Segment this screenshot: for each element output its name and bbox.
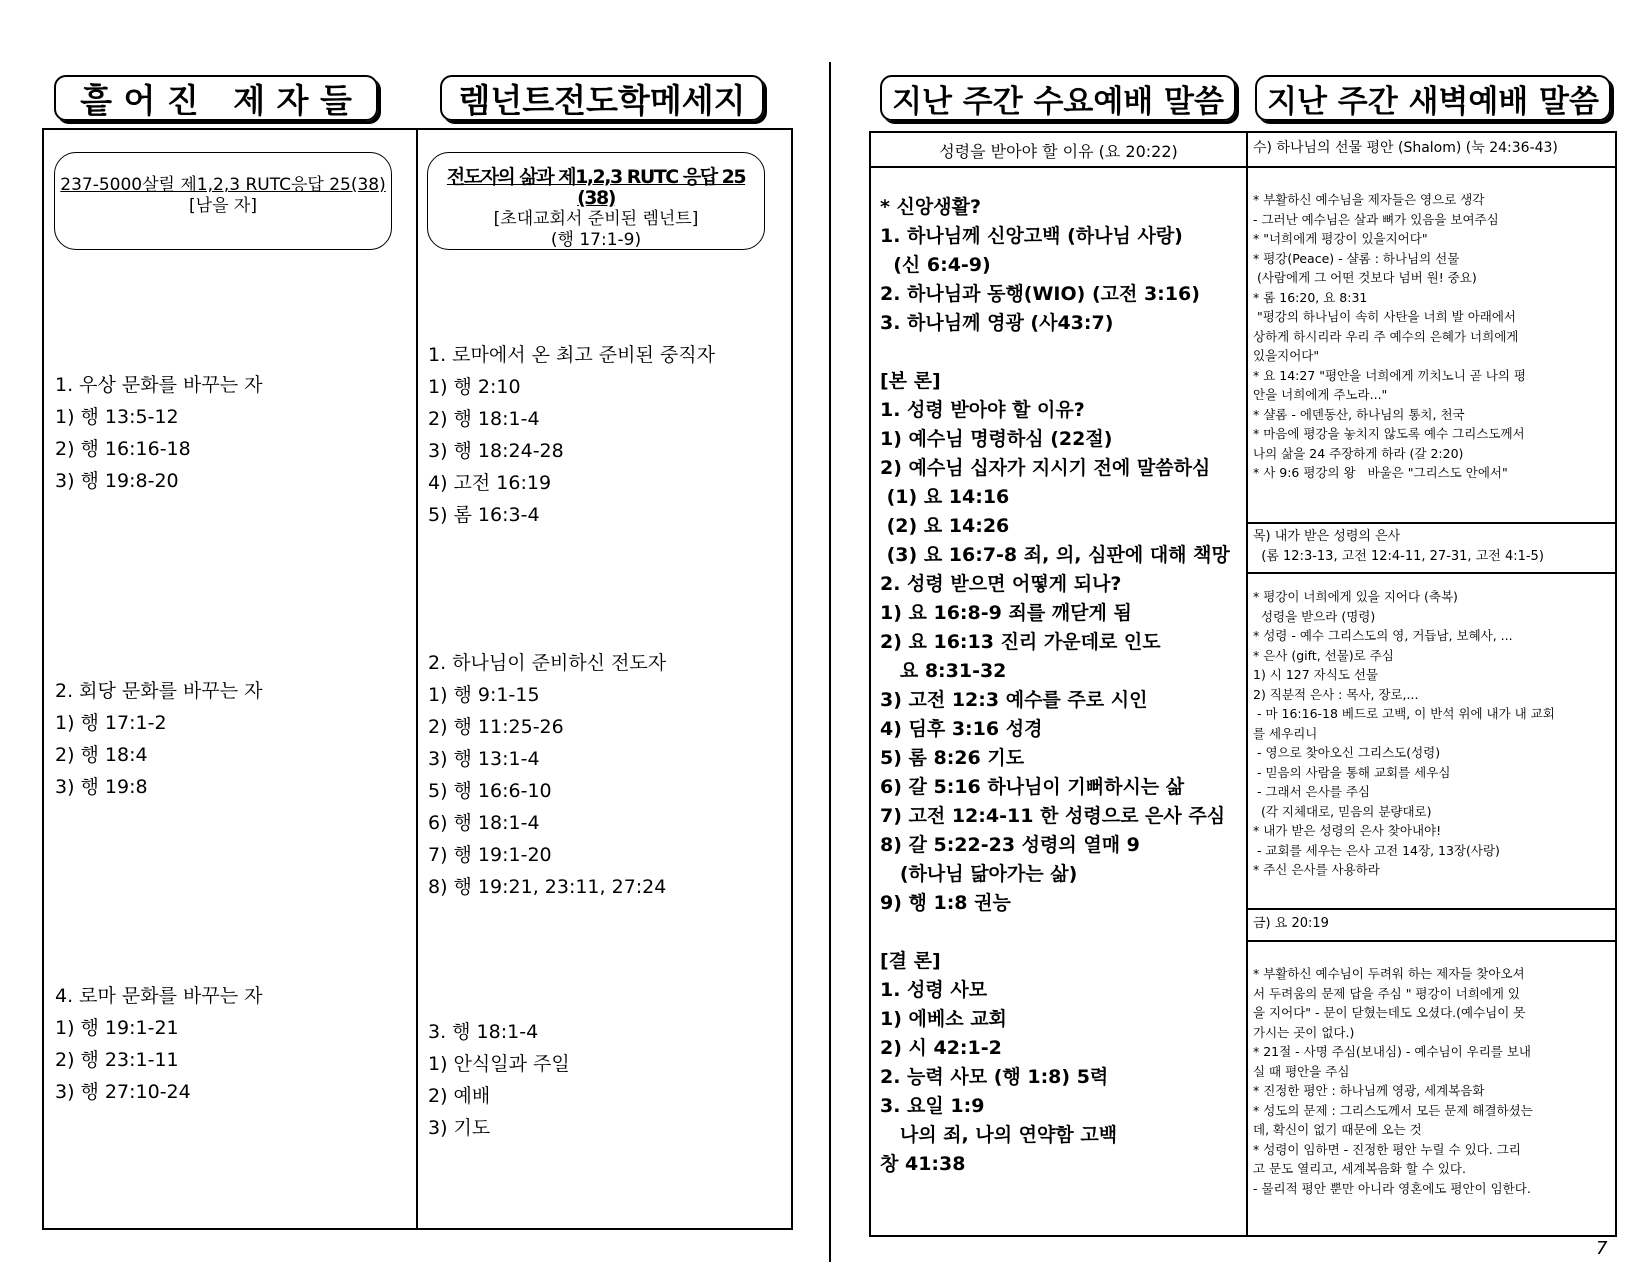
- col4-b2-line: - 영으로 찾아오신 그리스도(성령): [1253, 745, 1441, 760]
- col4-header2-line2: (롬 12:3-13, 고전 12:4-11, 27-31, 고전 4:1-5): [1253, 548, 1544, 564]
- col3-line: 3) 고전 12:3 예수를 주로 시인: [880, 689, 1148, 711]
- col1-g2-line: 1) 행 17:1-2: [55, 712, 167, 734]
- col4-header-line1: [1247, 166, 1615, 168]
- col2-title-line2: [초대교회서 준비된 렘넌트]: [493, 209, 699, 229]
- col4-b3-line: * 21절 - 사명 주심(보내심) - 예수님이 우리를 보내: [1253, 1044, 1531, 1059]
- col4-b3-line: - 물리적 평안 뿐만 아니라 영혼에도 평안이 임한다.: [1253, 1180, 1531, 1196]
- col2-g2-line: 2. 하나님이 준비하신 전도자: [428, 652, 667, 674]
- col3-line: 3. 요일 1:9: [880, 1095, 985, 1117]
- col3-line: 나의 죄, 나의 연약함 고백: [880, 1124, 1118, 1146]
- col3-line: 2. 능력 사모 (행 1:8) 5력: [880, 1066, 1109, 1088]
- col4-b1-line: * 부활하신 예수님을 제자들은 영으로 생각: [1253, 192, 1485, 207]
- col1-title-line1: 237-5000살릴 제1,2,3 RUTC응답 25(38): [60, 175, 386, 195]
- col4-b2-line: * 주신 은사를 사용하라: [1253, 862, 1380, 877]
- col2-g2-line: 7) 행 19:1-20: [428, 844, 552, 866]
- col3-line: [880, 918, 1230, 947]
- col2-title-line1: 전도자의 삶과 제1,2,3 RUTC 응답 25 (38): [446, 166, 746, 209]
- col3-line: (3) 요 16:7-8 죄, 의, 심판에 대해 책망: [880, 544, 1230, 566]
- col4-b1-line: - 그러난 예수님은 살과 뼈가 있음을 보여주심: [1253, 211, 1499, 227]
- col4-b2-line: * 은사 (gift, 선물)로 주심: [1253, 647, 1394, 663]
- col4-b2-line: 를 세우리니: [1253, 725, 1318, 741]
- col4-b2-line: - 그래서 은사를 주심: [1253, 784, 1371, 799]
- col2-g1-line: 5) 롬 16:3-4: [428, 504, 540, 526]
- col4-header2: [1253, 527, 1544, 566]
- col4-b1-line: 있을지어다": [1253, 348, 1320, 363]
- col2-g1-line: 1. 로마에서 온 최고 준비된 중직자: [428, 344, 715, 366]
- col3-line: (1) 요 14:16: [880, 486, 1010, 508]
- left-panel-divider: [416, 130, 418, 1228]
- col3-line: 1. 하나님께 신앙고백 (하나님 사랑): [880, 225, 1183, 247]
- col2-g1-line: 1) 행 2:10: [428, 376, 521, 398]
- col3-line: 창 41:38: [880, 1153, 966, 1175]
- col4-b3-line: 실 때 평안을 주심: [1253, 1063, 1350, 1079]
- col1-g1-line: 3) 행 19:8-20: [55, 470, 179, 492]
- col4-divider-1: [1247, 522, 1615, 524]
- col4-b2-line: 2) 직분적 은사 : 목사, 장로,...: [1253, 686, 1419, 702]
- col3-line: 2) 시 42:1-2: [880, 1037, 1002, 1059]
- col4-b3-line: 데, 확신이 없기 때문에 오는 것: [1253, 1122, 1422, 1137]
- col3-line: [결 론]: [880, 950, 941, 972]
- col4-header-line3: [1247, 940, 1615, 942]
- col4-b3-line: * 진정한 평안 : 하나님께 영광, 세계복음화: [1253, 1083, 1485, 1098]
- col2-g3-line: 3) 기도: [428, 1117, 491, 1139]
- col3-line: 9) 행 1:8 권능: [880, 892, 1011, 914]
- col3-line: [본 론]: [880, 370, 941, 392]
- page-number: 7: [1596, 1238, 1608, 1259]
- col4-block1: [1253, 190, 1526, 483]
- col2-g1-line: 4) 고전 16:19: [428, 472, 552, 494]
- col2-g2-line: 5) 행 16:6-10: [428, 780, 552, 802]
- col4-b2-line: (각 지체대로, 믿음의 분량대로): [1253, 803, 1432, 819]
- col1-g1-line: 1) 행 13:5-12: [55, 406, 179, 428]
- col2-title-line3: (행 17:1-9): [550, 230, 642, 250]
- col3-line: 2. 성령 받으면 어떻게 되나?: [880, 573, 1122, 595]
- col2-g2-line: 8) 행 19:21, 23:11, 27:24: [428, 876, 667, 898]
- title-dawn-sermon: 지난 주간 새벽예배 말씀: [1255, 75, 1611, 121]
- col2-g3-line: 3. 행 18:1-4: [428, 1021, 539, 1043]
- col4-header3: [1253, 914, 1329, 934]
- col4-b2-line: 성령을 받으라 (명령): [1253, 608, 1376, 624]
- col2-group3: [428, 1016, 570, 1144]
- col3-line: 3. 하나님께 영광 (사43:7): [880, 312, 1114, 334]
- col3-line: 2) 요 16:13 진리 가운데로 인도: [880, 631, 1161, 653]
- col4-header1-text: 수) 하나님의 선물 평안 (Shalom) (눅 24:36-43): [1253, 140, 1558, 156]
- col2-g3-line: 2) 예배: [428, 1085, 491, 1107]
- col1-g2-line: 2) 행 18:4: [55, 744, 148, 766]
- title-remnant-message: 렘넌트전도학메세지: [440, 75, 764, 121]
- col2-group2: [428, 647, 666, 903]
- col2-g2-line: 1) 행 9:1-15: [428, 684, 540, 706]
- col1-g3-line: 4. 로마 문화를 바꾸는 자: [55, 985, 263, 1007]
- col3-line: * 신앙생활?: [880, 196, 981, 218]
- col3-line: 7) 고전 12:4-11 한 성령으로 은사 주심: [880, 805, 1226, 827]
- col3-line: 1) 에베소 교회: [880, 1008, 1007, 1030]
- col3-line: 1) 요 16:8-9 죄를 깨닫게 됨: [880, 602, 1132, 624]
- col3-line: (신 6:4-9): [880, 254, 991, 276]
- col4-block3: [1253, 964, 1533, 1198]
- col4-b2-line: * 평강이 너희에게 있을 지어다 (축복): [1253, 589, 1458, 604]
- col4-b3-line: 을 지어다" - 문이 닫혔는데도 오셨다.(예수님이 못: [1253, 1005, 1526, 1020]
- col2-group1: [428, 339, 715, 531]
- col3-line: 6) 갈 5:16 하나님이 기뻐하시는 삶: [880, 776, 1185, 798]
- col2-g3-line: 1) 안식일과 주일: [428, 1053, 570, 1075]
- col3-line: 요 8:31-32: [880, 660, 1007, 682]
- col2-g2-line: 6) 행 18:1-4: [428, 812, 540, 834]
- col4-b2-line: * 성령 - 예수 그리스도의 영, 거듭남, 보혜사, ...: [1253, 628, 1513, 643]
- col3-line: 8) 갈 5:22-23 성령의 열매 9: [880, 834, 1140, 856]
- col4-header3-text: 금) 요 20:19: [1253, 916, 1329, 931]
- col4-block2: [1253, 587, 1555, 880]
- col3-header-line: [871, 166, 1246, 168]
- col3-line: 1. 성령 받아야 할 이유?: [880, 399, 1085, 421]
- col4-b3-line: * 성령이 임하면 - 진정한 평안 누릴 수 있다. 그리: [1253, 1141, 1521, 1157]
- col4-b1-line: 안을 너희에게 주노라...": [1253, 387, 1388, 402]
- col1-group2: [55, 675, 262, 803]
- col3-line: 1. 성령 사모: [880, 979, 988, 1001]
- col4-b3-line: 고 문도 열리고, 세계복음화 할 수 있다.: [1253, 1161, 1466, 1176]
- col4-b2-line: 1) 시 127 자식도 선물: [1253, 667, 1379, 682]
- col3-line: (하나님 닮아가는 삶): [880, 863, 1078, 885]
- right-panel-divider: [1246, 133, 1248, 1235]
- col1-g3-line: 1) 행 19:1-21: [55, 1017, 179, 1039]
- col4-b2-line: - 마 16:16-18 베드로 고백, 이 반석 위에 내가 내 교회: [1253, 706, 1555, 721]
- col3-line: 2) 예수님 십자가 지시기 전에 말씀하심: [880, 457, 1211, 479]
- col1-g1-line: 2) 행 16:16-18: [55, 438, 191, 460]
- col4-divider-2: [1247, 908, 1615, 910]
- col1-g2-line: 2. 회당 문화를 바꾸는 자: [55, 680, 263, 702]
- col1-g3-line: 2) 행 23:1-11: [55, 1049, 179, 1071]
- col1-group1: [55, 369, 262, 497]
- col4-header1: [1253, 139, 1558, 159]
- col3-line: 5) 롬 8:26 기도: [880, 747, 1025, 769]
- col4-b1-line: * 평강(Peace) - 샬롬 : 하나님의 선물: [1253, 250, 1460, 266]
- page-divider: [829, 62, 831, 1262]
- col4-b1-line: * 샬롬 - 에덴동산, 하나님의 통치, 천국: [1253, 406, 1465, 422]
- col4-b1-line: 나의 삶을 24 주장하게 하라 (갈 2:20): [1253, 445, 1464, 461]
- col2-g1-line: 2) 행 18:1-4: [428, 408, 540, 430]
- col4-b3-line: * 성도의 문제 : 그리스도께서 모든 문제 해결하셨는: [1253, 1102, 1533, 1118]
- col4-b1-line: * 요 14:27 "평안을 너희에게 끼치노니 곧 나의 평: [1253, 367, 1527, 383]
- col4-b1-line: * 사 9:6 평강의 왕 바울은 "그리스도 안에서": [1253, 465, 1508, 480]
- col4-b3-line: 서 두려움의 문제 답을 주심 " 평강이 너희에게 있: [1253, 985, 1520, 1001]
- col3-line: (2) 요 14:26: [880, 515, 1010, 537]
- col4-b2-line: - 믿음의 사람을 통해 교회를 세우심: [1253, 764, 1451, 780]
- col4-b1-line: * "너희에게 평강이 있을지어다": [1253, 231, 1428, 246]
- col4-b3-line: 가시는 곳이 없다.): [1253, 1024, 1355, 1040]
- col4-b2-line: - 교회를 세우는 은사 고전 14장, 13장(사랑): [1253, 842, 1500, 858]
- col4-b1-line: "평강의 하나님이 속히 사탄을 너희 발 아래에서: [1253, 309, 1516, 324]
- col3-line: 4) 딤후 3:16 성경: [880, 718, 1043, 740]
- col4-b1-line: (사람에게 그 어떤 것보다 넘버 원! 중요): [1253, 270, 1477, 285]
- col3-header: 성령을 받아야 할 이유 (요 20:22): [939, 142, 1178, 161]
- col4-b1-line: * 마음에 평강을 놓치지 않도록 예수 그리스도께서: [1253, 426, 1525, 441]
- title-scattered-disciples: 흩 어 진 제 자 들: [54, 75, 378, 121]
- col2-g1-line: 3) 행 18:24-28: [428, 440, 564, 462]
- col4-header-line2: [1247, 572, 1615, 574]
- col1-g3-line: 3) 행 27:10-24: [55, 1081, 191, 1103]
- title-wednesday-sermon: 지난 주간 수요예배 말씀: [880, 75, 1236, 121]
- col4-b1-line: * 롬 16:20, 요 8:31: [1253, 289, 1368, 305]
- col3-line: 2. 하나님과 동행(WIO) (고전 3:16): [880, 283, 1200, 305]
- col4-header2-line1: 목) 내가 받은 성령의 은사: [1253, 529, 1401, 544]
- col1-title-line2: [남을 자]: [189, 196, 257, 216]
- col1-g2-line: 3) 행 19:8: [55, 776, 148, 798]
- col2-g2-line: 3) 행 13:1-4: [428, 748, 540, 770]
- col4-b3-line: * 부활하신 예수님이 두려워 하는 제자들 찾아오셔: [1253, 966, 1525, 981]
- col2-g2-line: 2) 행 11:25-26: [428, 716, 564, 738]
- col3-line: [880, 338, 1230, 367]
- col3-line: 1) 예수님 명령하심 (22절): [880, 428, 1113, 450]
- col4-b2-line: * 내가 받은 성령의 은사 찾아내야!: [1253, 823, 1442, 838]
- col2-title-box: [427, 152, 765, 250]
- col1-title-box: [54, 152, 392, 250]
- col1-g1-line: 1. 우상 문화를 바꾸는 자: [55, 374, 263, 396]
- col1-group3: [55, 980, 262, 1108]
- col3-body: [880, 193, 1230, 1179]
- col4-b1-line: 상하게 하시리라 우리 주 예수의 은혜가 너희에게: [1253, 328, 1519, 344]
